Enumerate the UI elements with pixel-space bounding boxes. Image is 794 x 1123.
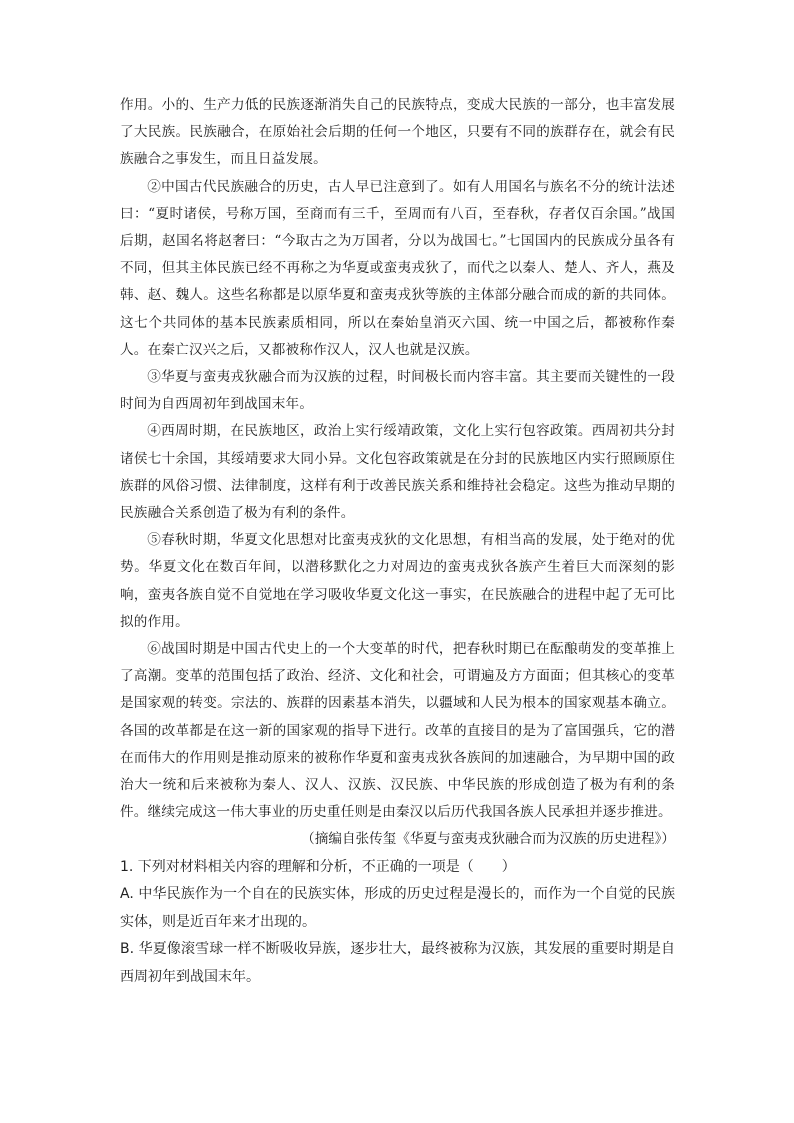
source-citation: （摘编自张传玺《华夏与蛮夷戎狄融合而为汉族的历史进程》）: [301, 831, 675, 848]
paragraph-2: ②中国古代民族融合的历史，古人早已注意到了。如有人用国名与族名不分的统计法述曰：“夏时诸侯，号称万国，至商而有三千，至周而有八百，至春秋，存者仅百余国。”战国后期，赵国名将赵奢曰：“今取古之为万国者，分以为战国七。”七国国内的民族成分虽各有不同，但其主体民族已经不再称之为华夏或蛮夷戎狄了，而代之以秦人、楚人、齐人，燕及韩、赵、魏人。这些名称都是以原华夏和蛮夷戎狄等族的主体部分融合而成的新的共同体。这七个共同体的基本民族素质相同，所以在秦始皇消灭六国、统一中国之后，都被称作秦人。在秦亡汉兴之后，又都被称作汉人，汉人也就是汉族。: [120, 178, 675, 358]
paragraph-5: ⑤春秋时期，华夏文化思想对比蛮夷戎狄的文化思想，有相当高的发展，处于绝对的优势。华夏文化在数百年间，以潜移默化之力对周边的蛮夷戎狄各族产生着巨大而深刻的影响，蛮夷各族自觉不自觉地在学习吸收华夏文化这一事实，在民族融合的进程中起了无可比拟的作用。: [120, 532, 675, 630]
paragraph-4: ④西周时期，在民族地区，政治上实行绥靖政策，文化上实行包容政策。西周初共分封诸侯七十余国，其绥靖要求大同小异。文化包容政策就是在分封的民族地区内实行照顾原住族群的风俗习惯、法律制度，这样有利于改善民族关系和维持社会稳定。这些为推动早期的民族融合关系创造了极为有利的条件。: [120, 423, 675, 522]
option-a: A. 中华民族作为一个自在的民族实体，形成的历史过程是漫长的，而作为一个自觉的民族实体，则是近百年来才出现的。: [120, 886, 675, 930]
paragraph-6: ⑥战国时期是中国古代史上的一个大变革的时代，把春秋时期已在酝酿萌发的变革推上了高潮。变革的范围包括了政治、经济、文化和社会，可谓遍及方方面面；但其核心的变革是国家观的转变。宗法的、族群的因素基本消失，以疆域和人民为根本的国家观基本确立。各国的改革都是在这一新的国家观的指导下进行。改革的直接目的是为了富国强兵，它的潜在而伟大的作用则是推动原来的被称作华夏和蛮夷戎狄各族间的加速融合，为早期中国的政治大一统和后来被称为秦人、汉人、汉族、汉民族、中华民族的形成创造了极为有利的条件。继续完成这一伟大事业的历史重任则是由秦汉以后历代我国各族人民承担并逐步推进。: [120, 641, 675, 821]
question-block: [120, 854, 675, 992]
reading-passage: [120, 92, 675, 826]
paragraph-3: ③华夏与蛮夷戎狄融合而为汉族的过程，时间极长而内容丰富。其主要而关键性的一段时间为自西周初年到战国末年。: [120, 369, 675, 413]
document-page: [120, 92, 675, 991]
question-1-stem: 1. 下列对材料相关内容的理解和分析，不正确的一项是（ ）: [120, 858, 516, 875]
option-b: B. 华夏像滚雪球一样不断吸收异族，逐步壮大，最终被称为汉族，其发展的重要时期是自西周初年到战国末年。: [120, 941, 675, 985]
paragraph-continued: 作用。小的、生产力低的民族逐渐消失自己的民族特点，变成大民族的一部分，也丰富发展了大民族。民族融合，在原始社会后期的任何一个地区，只要有不同的族群存在，就会有民族融合之事发生，而且日益发展。: [120, 97, 675, 168]
